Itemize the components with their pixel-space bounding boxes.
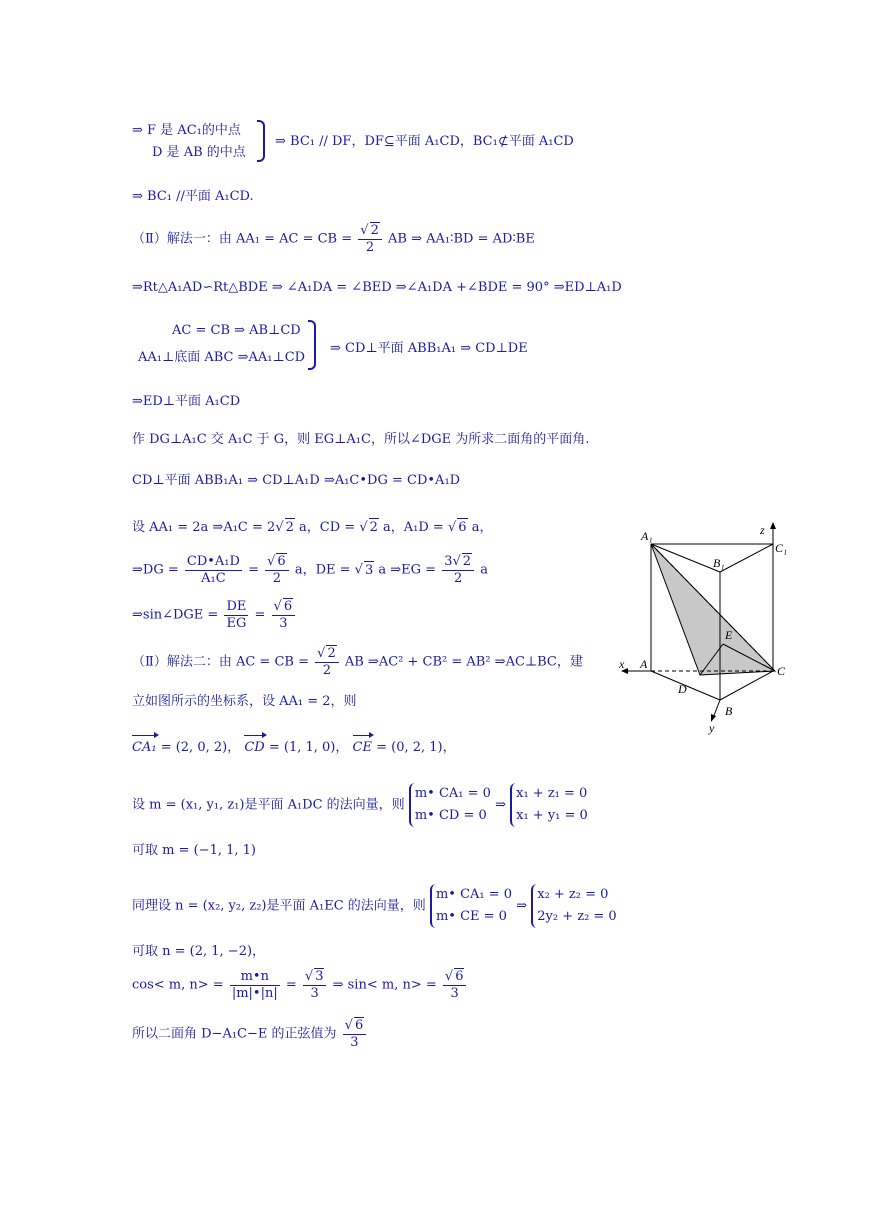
line-9: 设 AA₁ = 2a ⇒A₁C = 2√ 2 a，CD = √ 2 a，A₁D = √ 6 a，: [132, 520, 493, 535]
line-2: ⇒ BC₁ //平面 A₁CD.: [132, 189, 254, 204]
line-18: 可取 n = (2, 1, −2)，: [132, 944, 266, 959]
line-15: 设 m = (x₁, y₁, z₁)是平面 A₁DC 的法向量，则 m• CA₁ = 0 m• CD = 0 ⇒ x₁ + z₁ = 0 x₁ + y₁ = 0: [132, 783, 588, 827]
line-1a: ⇒ F 是 AC₁的中点: [132, 123, 241, 138]
brace: [257, 120, 265, 162]
line-5a: AC = CB ⇒ AB⊥CD: [172, 323, 301, 338]
label-z: z: [760, 523, 765, 537]
label-D: D: [678, 682, 687, 696]
line-17: 同理设 n = (x₂, y₂, z₂)是平面 A₁EC 的法向量，则 m• CA₁ = 0 m• CE = 0 ⇒ x₂ + z₂ = 0 2y₂ + z₂ = 0: [132, 884, 617, 928]
prism-figure: [615, 520, 800, 735]
line-20: 所以二面角 D−A₁C−E 的正弦值为 $\frac{√ 6}{3}$: [132, 1017, 368, 1051]
line-7: 作 DG⊥A₁C 交 A₁C 于 G，则 EG⊥A₁C，所以∠DGE 为所求二面角的平面角.: [132, 432, 590, 447]
label-C1: C₁: [775, 541, 788, 555]
line-10: ⇒DG = $\frac{\text{CD•A₁D}}{\text{A₁C}}$ = $\frac{√ 6}{2}$ a，DE = √ 3 a ⇒EG = $\frac{3√ 2}{2}$ a: [132, 553, 488, 586]
line-14: CA₁ = (2, 0, 2)， CD = (1, 1, 0)， CE = (0, 2, 1)，: [132, 740, 456, 755]
line-8: CD⊥平面 ABB₁A₁ ⇒ CD⊥A₁D ⇒A₁C•DG = CD•A₁D: [132, 473, 461, 488]
line-19: cos< m, n> = $\frac{m•n}{|m|•|n|}$ = $\frac{√ 3}{3}$ ⇒ sin< m, n> = $\frac{√ 6}{3}$: [132, 968, 468, 1002]
label-E: E: [725, 628, 733, 642]
label-C: C: [777, 664, 786, 678]
line-13: 立如图所示的坐标系，设 AA₁ = 2，则: [132, 694, 357, 709]
line-1c: ⇒ BC₁ // DF，DF⊆平面 A₁CD，BC₁⊄平面 A₁CD: [275, 134, 574, 149]
label-A1: A₁: [641, 529, 653, 543]
line-11: ⇒sin∠DGE = $\frac{DE}{EG}$ = $\frac{√ 6}{3}$: [132, 598, 297, 632]
line-16: 可取 m = (−1, 1, 1): [132, 843, 256, 858]
label-B1: B₁: [713, 556, 725, 570]
line-1b: D 是 AB 的中点: [152, 145, 246, 160]
line-3: （Ⅱ）解法一：由 AA₁ = AC = CB = $\frac{√ 2}{2}$ AB ⇒ AA₁∶BD = AD∶BE: [132, 223, 535, 255]
label-B: B: [725, 704, 733, 718]
line-12: （Ⅱ）解法二：由 AC = CB = $\frac{√ 2}{2}$ AB ⇒AC² + CB² = AB² ⇒AC⊥BC，建: [132, 646, 583, 678]
label-y: y: [709, 721, 715, 735]
line-5c: ⇒ CD⊥平面 ABB₁A₁ ⇒ CD⊥DE: [330, 341, 528, 356]
label-x: x: [619, 657, 625, 671]
brace: [308, 320, 316, 370]
label-A: A: [640, 657, 648, 671]
line-5b: AA₁⊥底面 ABC ⇒AA₁⊥CD: [138, 350, 306, 365]
line-6: ⇒ED⊥平面 A₁CD: [132, 394, 241, 409]
line-4: ⇒Rt△A₁AD∽Rt△BDE ⇒ ∠A₁DA = ∠BED ⇒∠A₁DA +∠BDE = 90° ⇒ED⊥A₁D: [132, 280, 622, 295]
